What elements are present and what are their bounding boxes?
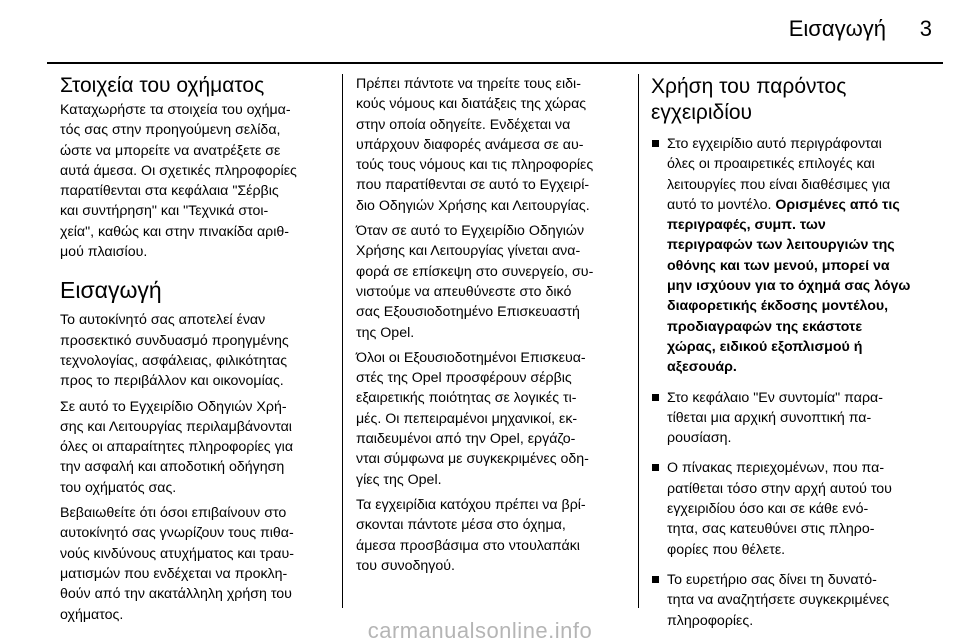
square-bullet-icon xyxy=(652,576,659,583)
column-divider xyxy=(342,74,343,608)
page-number: 3 xyxy=(919,16,932,41)
column-divider xyxy=(638,74,639,608)
page-header xyxy=(0,0,960,62)
header-rule xyxy=(47,62,943,64)
paragraph: Όταν σε αυτό το Εγχειρίδιο Οδηγιών Χρήσης και Λειτουργίας γίνεται ανα- φορά σε επίσκεψη στο συνεργείο, συ- νιστούμε να απευθύνεστε στο δικό σας Εξουσιοδοτημένο Επισκευαστή της Opel. xyxy=(356,223,594,341)
square-bullet-icon xyxy=(652,140,659,147)
column-middle xyxy=(356,74,626,581)
list-item xyxy=(651,388,925,449)
column-left xyxy=(60,74,332,630)
square-bullet-icon xyxy=(652,394,659,401)
paragraph: Τα εγχειρίδια κατόχου πρέπει να βρί- σκονται πάντοτε μέσα στο όχημα, άμεσα προσβάσιμα στο ντουλαπάκι του συνοδηγού. xyxy=(356,496,586,574)
list-item xyxy=(651,134,925,378)
paragraph: Το αυτοκίνητό σας αποτελεί έναν προσεκτικό συνδυασμό προηγμένης τεχνολογίας, ασφάλειας, φιλικότητας προς το περιβάλλον και οικονομίας. xyxy=(60,312,289,390)
header-title: Εισαγωγή xyxy=(788,16,886,41)
paragraph: Σε αυτό το Εγχειρίδιο Οδηγιών Χρή- σης και Λειτουργίας περιλαμβάνονται όλες οι απαραίτητες πληροφορίες για την ασφαλή και αποδοτική οδήγηση του οχήματός σας. xyxy=(60,398,294,496)
column-right xyxy=(651,74,925,641)
list-item-text: Ο πίνακας περιεχομένων, που πα- ρατίθεται τόσο στην αρχή αυτού του εγχειριδίου όσο και σε κάθε ενό- τητα, σας κατευθύνει στις πληρο- φορίες που θέλετε. xyxy=(667,460,892,558)
list-item xyxy=(651,458,925,559)
list-item-bold-text: Ορισμένες από τις περιγραφές, συμπ. των περιγραφών των λειτουργιών της οθόνης και των μενού, μπορεί να μην ισχύουν για το όχημά σας λόγω διαφορετικής έκδοσης μοντέλου, προδιαγραφών της εκάστοτε χώρας, ειδικού εξοπλισμού ή αξεσουάρ. xyxy=(667,196,911,376)
paragraph: Όλοι οι Εξουσιοδοτημένοι Επισκευα- στές της Opel προσφέρουν σέρβις εξαιρετικής ποιότητας σε λογικές τι- μές. Οι πεπειραμένοι μηχανικοί, εκ- παιδευμένοι από την Opel, εργάζο- νται σύμφωνα με συγκεκριμένες οδη- γίες της Opel. xyxy=(356,349,589,488)
square-bullet-icon xyxy=(652,464,659,471)
paragraph: Βεβαιωθείτε ότι όσοι επιβαίνουν στο αυτοκίνητό σας γνωρίζουν τους πιθα- νούς κινδύνους ατυχήματος και τραυ- ματισμών που ενδέχεται να προκλη- θούν από την ακατάλληλη χρήση του οχήματος. xyxy=(60,505,294,623)
section-heading-manual-usage: Χρήση του παρόντος εγχειριδίου xyxy=(651,75,847,124)
list-item-text: Στο εγχειρίδιο αυτό περιγράφονται όλες οι προαιρετικές επιλογές και λειτουργίες που είναι διαθέσιμες για αυτό το μοντέλο. xyxy=(667,136,891,213)
section-heading-vehicle-data: Στοιχεία του οχήματος xyxy=(60,74,265,97)
list-item-text: Το ευρετήριο σας δίνει τη δυνατό- τητα να αναζητήσετε συγκεκριμένες πληροφορίες. xyxy=(667,571,890,629)
bullet-list xyxy=(651,134,925,631)
list-item-text: Στο κεφάλαιο "Εν συντομία" παρα- τίθεται μια αρχική συνοπτική πα- ρουσίαση. xyxy=(667,389,883,447)
paragraph: Καταχωρήστε τα στοιχεία του οχήμα- τός σας στην προηγούμενη σελίδα, ώστε να μπορείτε να ανατρέξετε σε αυτά άμεσα. Οι σχετικές πληροφορίες παρατίθενται στα κεφάλαια "Σέρβις και συντήρηση" και "Τεχνικά στοι- χεία", καθώς και στην πινακίδα αριθ- μού πλαισίου. xyxy=(60,102,297,261)
paragraph: Πρέπει πάντοτε να τηρείτε τους ειδι- κούς νόμους και διατάξεις της χώρας στην οποία οδηγείτε. Ενδέχεται να υπάρχουν διαφορές ανάμεσα σε αυ- τούς τους νόμους και τις πληροφορίες που παρατίθενται σε αυτό το Εγχειρί- διο Οδηγιών Χρήσης και Λειτουργίας. xyxy=(356,76,594,214)
watermark: carmanualsonline.info xyxy=(367,618,593,643)
section-heading-introduction: Εισαγωγή xyxy=(60,277,162,304)
